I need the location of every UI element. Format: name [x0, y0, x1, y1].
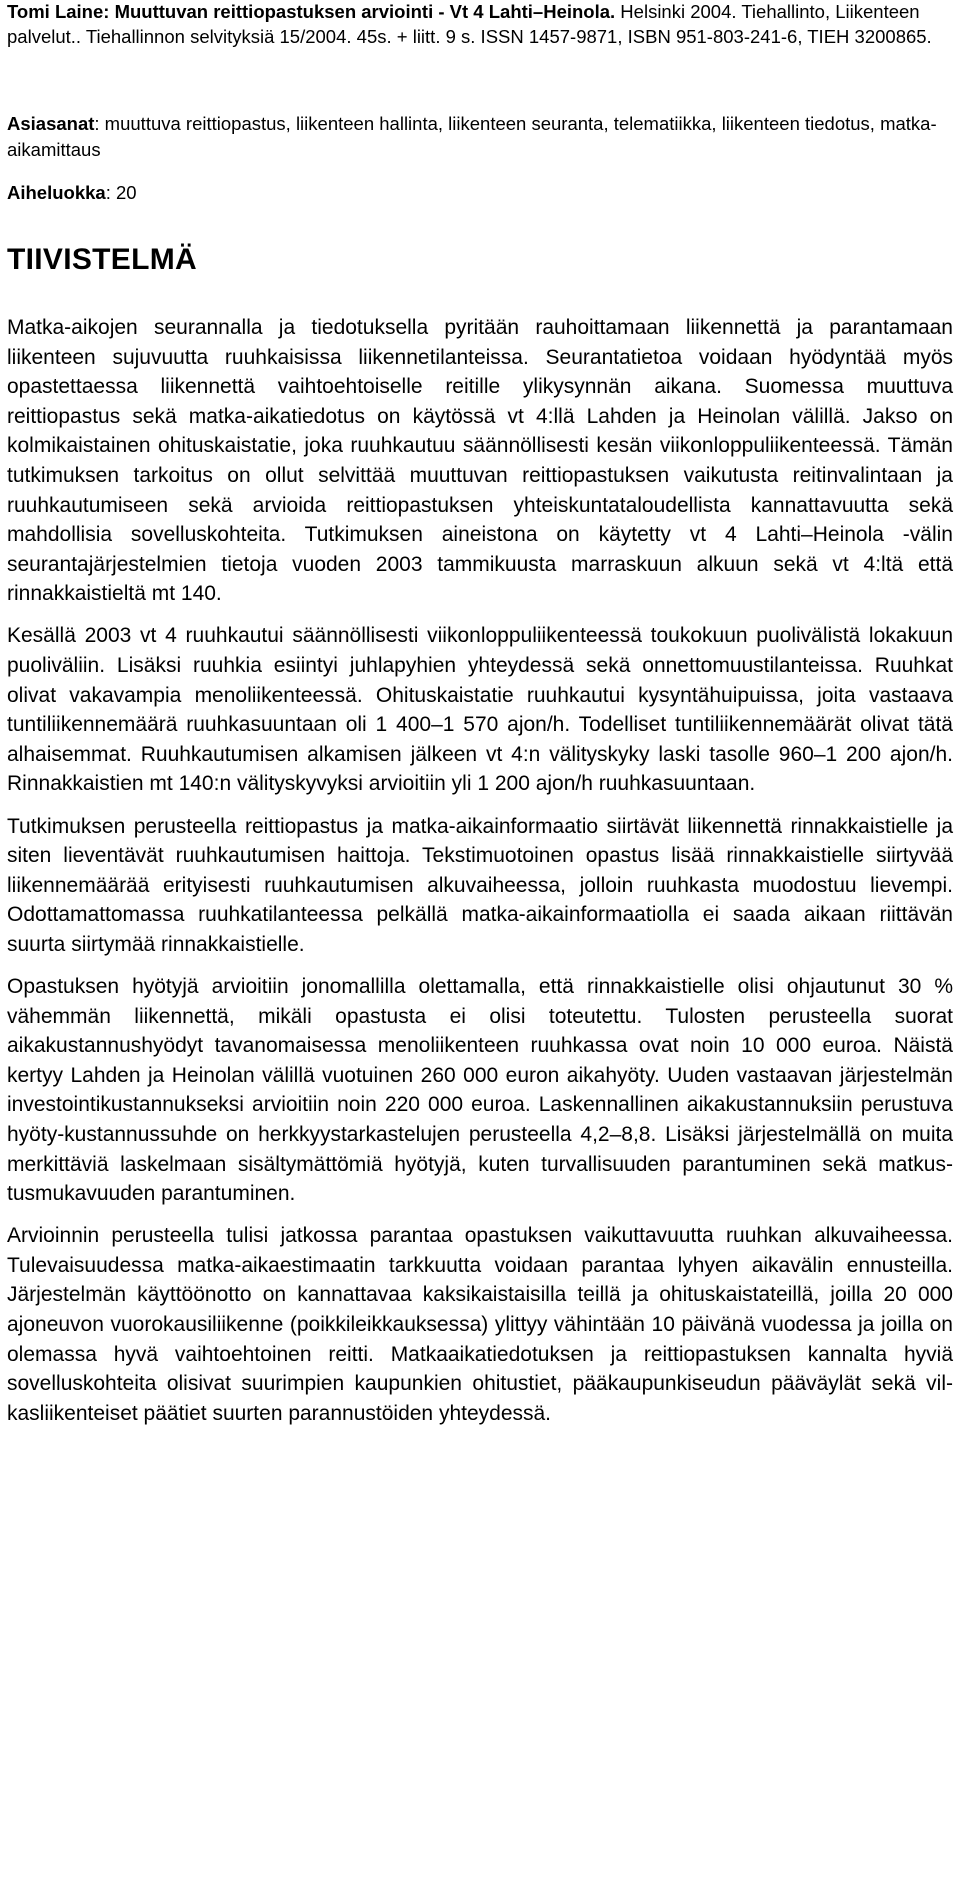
subject-class-label: Aiheluokka: [7, 182, 106, 203]
publication-details: Helsinki 2004. Tiehallinto, Liikenteen palvelut.. Tiehallinnon selvityksiä 15/2004. 45s. + liitt. 9 s. ISSN 1457-9871, ISBN 951-803-241-6, TIEH 3200865.: [7, 1, 932, 47]
keywords-label: Asiasanat: [7, 113, 95, 134]
abstract-paragraph: Tutkimuksen perusteella reittiopastus ja matka-aikainformaatio siirtävät liikennettä rinnakkaistielle ja siten lieventävät ruuhkautumisen haittoja. Tekstimuotoinen opastus lisää rinnakkaistielle siirtyvää liikennemäärää erityisesti ruuhkautumisen alkuvaiheessa, jolloin ruuhkasta muodostuu lievempi. Odottamattomassa ruuhkatilanteessa pelkällä matka-aikainformaatiolla ei saada aikaan riittävän suurta siirtymää rinnakkaistielle.: [7, 814, 953, 956]
abstract-paragraph: Arvioinnin perusteella tulisi jatkossa parantaa opastuksen vaikuttavuutta ruuhkan alkuvaiheessa. Tulevaisuudessa matka-aikaestimaatin tarkkuutta voidaan parantaa lyhyen aikavälin ennusteilla. Järjestelmän käyttöönotto on kannattavaa kaksikaistaisilla teillä ja ohituskaistateillä, joilla 20 000 ajoneuvon vuorokausiliikenne (poikkileikkauksessa) ylittyy vähintään 10 päivänä vuodessa ja joilla on olemassa hyvä vaihtoehtoinen reitti. Matkaaikatiedotuksen ja reittiopastuksen kannalta hyviä sovelluskohteita olisivat suurimpien kaupunkien ohitustiet, pääkaupunkiseudun pääväylät sekä vilkasliikenteiset päätiet suurten parannustöiden yhteydessä.: [7, 1224, 953, 1425]
subject-class-value: : 20: [105, 182, 137, 203]
abstract-body: [7, 313, 953, 1428]
abstract-paragraph: Opastuksen hyötyjä arvioitiin jonomallilla olettamalla, että rinnakkaistielle olisi ohjautunut 30 % vähemmän liikennettä, mikäli opastusta ei olisi toteutettu. Tulosten perusteella suorat aikakustannushyödyt tavanomaisessa menoliikenteen ruuhkassa ovat noin 10 000 euroa. Näistä kertyy Lahden ja Heinolan välillä vuotuinen 260 000 euron aikahyöty. Uuden vastaavan järjestelmän investointikustannukseksi arvioitiin noin 220 000 euroa. Laskennallinen aikakustannuksiin perustuva hyöty-kustannussuhde on herkkyystarkastelujen perusteella 4,2–8,8. Lisäksi järjestelmällä on muita merkittäviä laskelmaan sisältymättömiä hyötyjä, kuten turvallisuuden parantuminen sekä matkustusmukavuuden parantuminen.: [7, 974, 953, 1206]
keywords-text: : muuttuva reittiopastus, liikenteen hallinta, liikenteen seuranta, telematiikka, liikenteen tiedotus, matka-aikamittaus: [7, 113, 937, 160]
bibliographic-reference: [7, 0, 953, 49]
author-and-title: Tomi Laine: Muuttuvan reittiopastuksen arviointi - Vt 4 Lahti–Heinola.: [7, 1, 616, 22]
abstract-paragraph: Kesällä 2003 vt 4 ruuhkautui säännöllisesti viikonloppuliikenteessä toukokuun puolivälistä lokakuun puoliväliin. Lisäksi ruuhkia esiintyi juhlapyhien yhteydessä sekä onnettomuustilanteissa. Ruuhkat olivat vakavampia menoliikenteessä. Ohituskaistatie ruuhkautui kysyntähuipuissa, joita vastaava tuntiliikennemäärä ruuhkasuuntaan oli 1 400–1 570 ajon/h. Todelliset tuntiliikennemäärät olivat tätä alhaisemmat. Ruuhkautumisen alkamisen jälkeen vt 4:n välityskyky laski tasolle 960–1 200 ajon/h. Rinnakkaistien mt 140:n välityskyvyksi arvioitiin yli 1 200 ajon/h ruuhkasuuntaan.: [7, 624, 953, 796]
abstract-paragraph: Matka-aikojen seurannalla ja tiedotuksella pyritään rauhoittamaan liikennettä ja parantamaan liikenteen sujuvuutta ruuhkaisissa liikennetilanteissa. Seurantatietoa voidaan hyödyntää myös opastettaessa liikennettä vaihtoehtoiselle reitille ylikysynnän aikana. Suomessa muuttuva reittiopastus sekä matka-aikatiedotus on käytössä vt 4:llä Lahden ja Heinolan välillä. Jakso on kolmikaistainen ohituskaistatie, joka ruuhkautuu säännöllisesti kesän viikonloppuliikenteessä. Tämän tutkimuksen tarkoitus on ollut selvittää muuttuvan reittiopastuksen vaikutusta reitinvalintaan ja ruuhkautumiseen sekä arvioida reittiopastuksen yhteiskuntataloudellista kannattavuutta sekä mahdollisia sovelluskohteita. Tutkimuksen aineistona on käytetty vt 4 Lahti–Heinola -välin seurantajärjestelmien tietoja vuoden 2003 tammikuusta marraskuun alkuun sekä vt 4:ltä että rinnakkaistieltä mt 140.: [7, 316, 953, 606]
keywords-line: [7, 111, 953, 162]
document-page: [7, 0, 953, 1441]
abstract-heading: TIIVISTELMÄ: [7, 243, 197, 276]
subject-class-line: [7, 180, 953, 205]
